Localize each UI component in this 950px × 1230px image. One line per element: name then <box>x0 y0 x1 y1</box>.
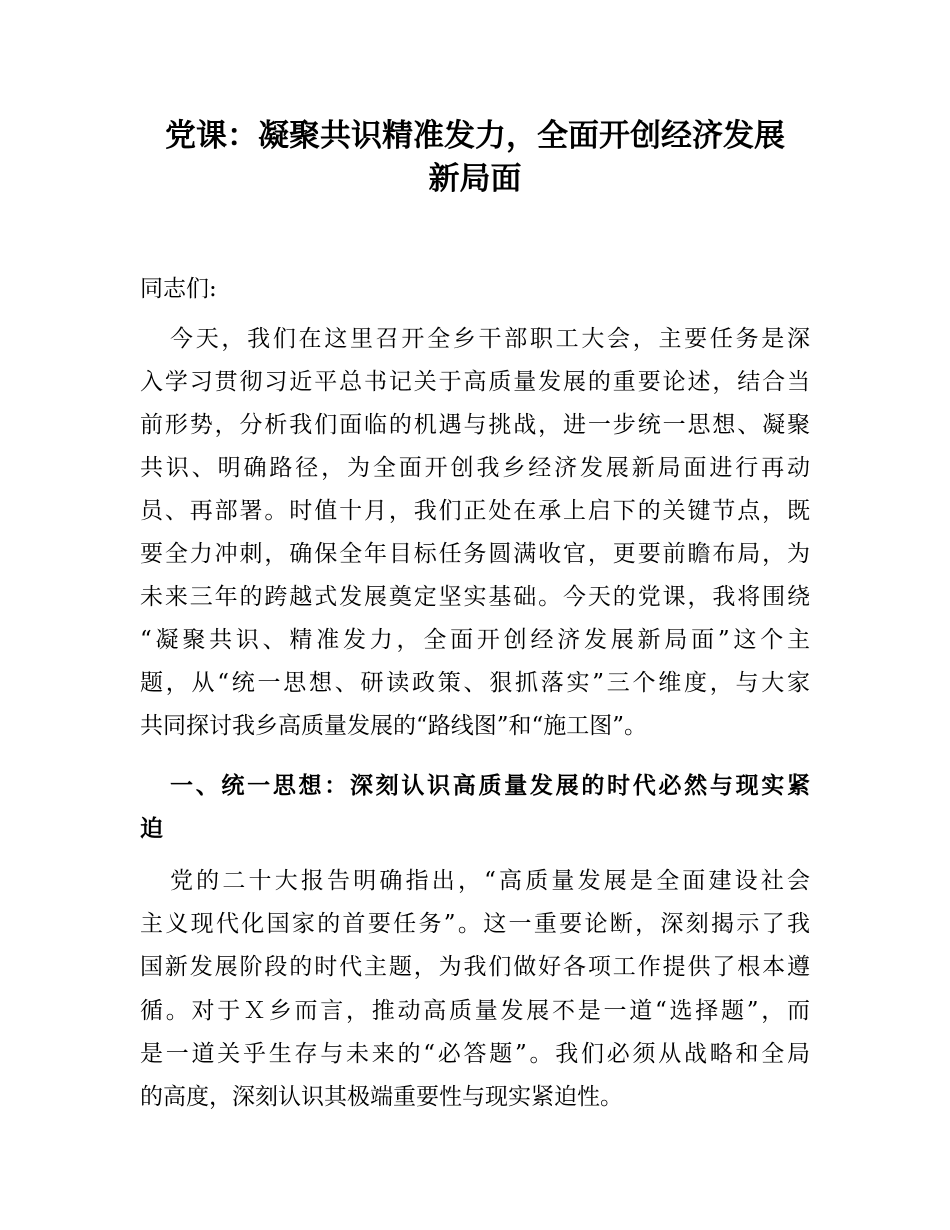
text-line: 共同探讨我乡高质量发展的“路线图”和“施工图”。 <box>140 713 648 739</box>
salutation: 同志们: <box>140 276 217 302</box>
document-title-line-1: 党课：凝聚共识精准发力，全面开创经济发展 <box>165 118 785 154</box>
text-line: 入学习贯彻习近平总书记关于高质量发展的重要论述，结合当 <box>140 369 810 395</box>
text-line: 循。对于Ｘ乡而言，推动高质量发展不是一道“选择题”，而 <box>140 997 810 1024</box>
text-line: 未来三年的跨越式发展奠定坚实基础。今天的党课，我将围绕 <box>140 584 810 610</box>
text-line: 的高度，深刻认识其极端重要性与现实紧迫性。 <box>140 1084 623 1110</box>
text-line: 题，从“统一思想、研读政策、狠抓落实”三个维度，与大家 <box>140 670 810 696</box>
text-line: 主义现代化国家的首要任务”。这一重要论断，深刻揭示了我 <box>140 911 810 938</box>
text-line: 今天，我们在这里召开全乡干部职工大会，主要任务是深 <box>170 326 810 352</box>
document-title-line-2: 新局面 <box>428 161 522 197</box>
section-heading-line-1: 一、统一思想：深刻认识高质量发展的时代必然与现实紧 <box>170 772 810 799</box>
text-line: 共识、明确路径，为全面开创我乡经济发展新局面进行再动 <box>140 455 810 481</box>
text-line: 要全力冲刺，确保全年目标任务圆满收官，更要前瞻布局，为 <box>140 541 810 567</box>
section-heading-line-2: 迫 <box>140 815 163 842</box>
text-line: 国新发展阶段的时代主题，为我们做好各项工作提供了根本遵 <box>140 954 810 981</box>
text-line: 前形势，分析我们面临的机遇与挑战，进一步统一思想、凝聚 <box>140 412 810 438</box>
text-line: 党的二十大报告明确指出，“高质量发展是全面建设社会 <box>170 868 810 894</box>
text-line: 是一道关乎生存与未来的“必答题”。我们必须从战略和全局 <box>140 1040 810 1067</box>
text-line: 员、再部署。时值十月，我们正处在承上启下的关键节点，既 <box>140 498 810 524</box>
text-line: “凝聚共识、精准发力，全面开创经济发展新局面”这个主 <box>140 627 810 653</box>
